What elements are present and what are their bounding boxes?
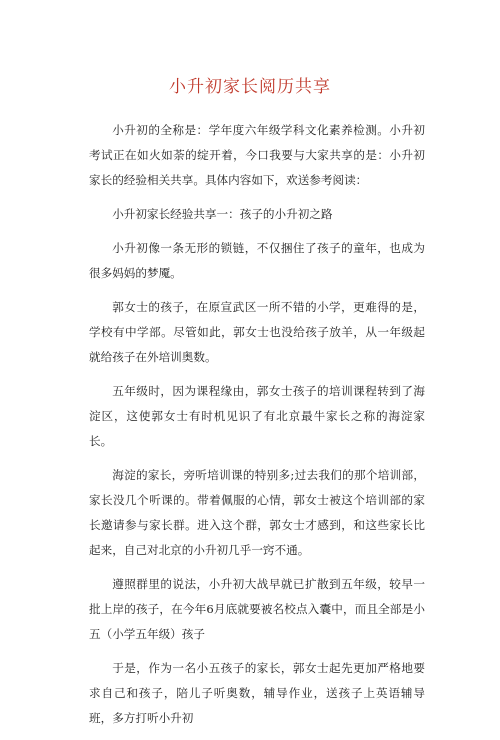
paragraph: 五年级时，因为课程缘由，郭女士孩子的培训课程转到了海淀区，这使郭女士有时机见识了有北京最牛家长之称的海淀家长。 — [89, 384, 425, 448]
paragraph: 郭女士的孩子，在原宣武区一所不错的小学，更难得的是，学校有中学部。尽管如此，郭女士也没给孩子放羊，从一年级起就给孩子在外培训奥数。 — [89, 300, 425, 364]
document-title: 小升初家长阅历共享 — [169, 77, 331, 97]
paragraph: 海淀的家长，旁听培训课的特别多;过去我们的那个培训部，家长没几个听课的。带着佩服的心情，郭女士被这个培训部的家长邀请参与家长群。进入这个群，郭女士才感到，和这些家长比起来，自己对北京的小升初几乎一窍不通。 — [89, 468, 425, 557]
paragraph: 小升初的全称是：学年度六年级学科文化素养检测。小升初考试正在如火如荼的绽开着，今口我要与大家共享的是：小升初家长的经验相关共享。具体内容如下，欢送参考阅读： — [89, 123, 425, 187]
paragraph: 于是，作为一名小五孩子的家长，郭女士起先更加严格地要求自己和孩子，陪儿子听奥数，辅导作业，送孩子上英语辅导班，多方打听小升初 — [89, 661, 425, 725]
paragraph: 小升初像一条无形的锁链，不仅捆住了孩子的童年，也成为很多妈妈的梦魇。 — [89, 241, 425, 280]
document-body — [89, 118, 425, 740]
paragraph: 遵照群里的说法，小升初大战早就已扩散到五年级，较早一批上岸的孩子，在今年6月底就要被名校点入囊中，而且全部是小五（小学五年级）孩子 — [89, 577, 425, 641]
section-heading: 小升初家长经验共享一：孩子的小升初之路 — [112, 207, 333, 221]
